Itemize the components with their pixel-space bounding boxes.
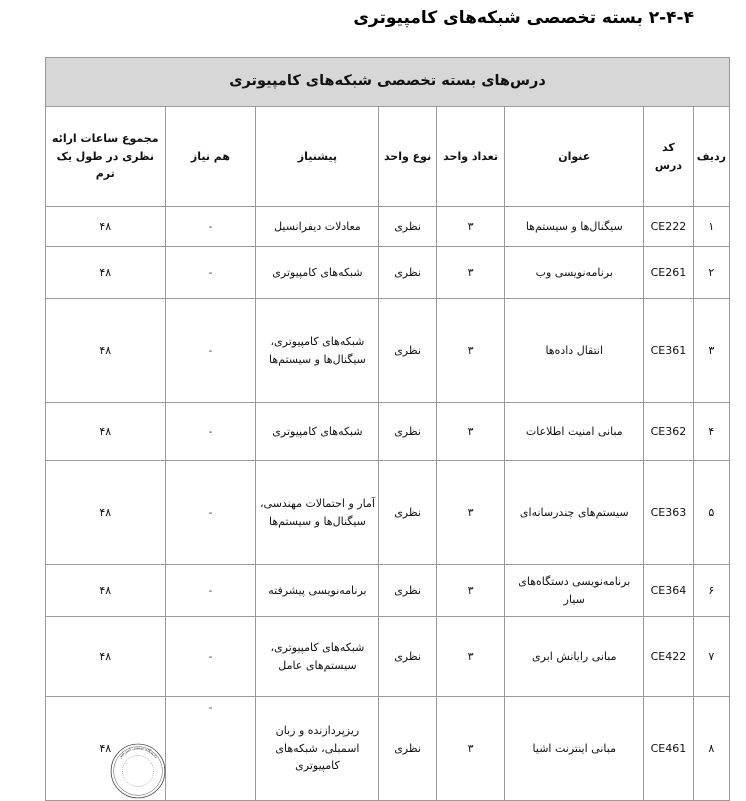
total-hours: ۴۸ xyxy=(46,403,166,461)
row-number: ۷ xyxy=(693,617,729,697)
unit-type: نظری xyxy=(379,207,436,247)
unit-type: نظری xyxy=(379,247,436,299)
row-number: ۸ xyxy=(693,697,729,801)
prerequisite: آمار و احتمالات مهندسی، سیگنال‌ها و سیستم‌ها xyxy=(256,461,379,565)
prerequisite: شبکه‌های کامپیوتری، سیگنال‌ها و سیستم‌ها xyxy=(256,299,379,403)
course-code: CE422 xyxy=(644,617,694,697)
table-header-row xyxy=(46,107,730,207)
table-row xyxy=(46,461,730,565)
prerequisite: شبکه‌های کامپیوتری xyxy=(256,403,379,461)
unit-count: ۳ xyxy=(436,247,505,299)
column-header: نوع واحد xyxy=(379,107,436,207)
row-number: ۲ xyxy=(693,247,729,299)
unit-count: ۳ xyxy=(436,617,505,697)
course-title: سیستم‌های چندرسانه‌ای xyxy=(505,461,644,565)
course-code: CE461 xyxy=(644,697,694,801)
unit-type: نظری xyxy=(379,403,436,461)
course-title: مبانی اینترنت اشیا xyxy=(505,697,644,801)
course-title: انتقال داده‌ها xyxy=(505,299,644,403)
column-header: تعداد واحد xyxy=(436,107,505,207)
table-row xyxy=(46,565,730,617)
course-title: مبانی امنیت اطلاعات xyxy=(505,403,644,461)
prerequisite: شبکه‌های کامپیوتری xyxy=(256,247,379,299)
corequisite: - xyxy=(165,697,256,801)
total-hours: ۴۸ xyxy=(46,461,166,565)
unit-count: ۳ xyxy=(436,299,505,403)
total-hours: ۴۸ xyxy=(46,697,166,801)
unit-type: نظری xyxy=(379,565,436,617)
unit-type: نظری xyxy=(379,299,436,403)
section-heading: ۲-۴-۴ بسته تخصصی شبکه‌های کامپیوتری xyxy=(353,8,694,28)
table-row xyxy=(46,299,730,403)
prerequisite: ریزپردازنده و زبان اسمبلی، شبکه‌های کامپیوتری xyxy=(256,697,379,801)
table-row xyxy=(46,207,730,247)
column-header: پیشنیاز xyxy=(256,107,379,207)
column-header: ردیف xyxy=(693,107,729,207)
unit-count: ۳ xyxy=(436,461,505,565)
row-number: ۳ xyxy=(693,299,729,403)
course-code: CE222 xyxy=(644,207,694,247)
corequisite: - xyxy=(165,461,256,565)
unit-type: نظری xyxy=(379,617,436,697)
corequisite: - xyxy=(165,403,256,461)
row-number: ۴ xyxy=(693,403,729,461)
corequisite: - xyxy=(165,299,256,403)
prerequisite: معادلات دیفرانسیل xyxy=(256,207,379,247)
total-hours: ۴۸ xyxy=(46,247,166,299)
unit-type: نظری xyxy=(379,461,436,565)
total-hours: ۴۸ xyxy=(46,617,166,697)
table-row xyxy=(46,617,730,697)
courses-table xyxy=(45,57,730,801)
table-caption: درس‌های بسته تخصصی شبکه‌های کامپیوتری xyxy=(46,58,730,107)
unit-count: ۳ xyxy=(436,697,505,801)
column-header: عنوان xyxy=(505,107,644,207)
corequisite: - xyxy=(165,617,256,697)
unit-count: ۳ xyxy=(436,403,505,461)
column-header: مجموع ساعات ارائه نظری در طول یک ترم xyxy=(46,107,166,207)
svg-text:دانشگاه صنعتی امیرکبیر xyxy=(117,745,159,760)
university-seal xyxy=(82,742,194,800)
row-number: ۶ xyxy=(693,565,729,617)
total-hours: ۴۸ xyxy=(46,299,166,403)
unit-type: نظری xyxy=(379,697,436,801)
table-row xyxy=(46,247,730,299)
course-title: برنامه‌نویسی وب xyxy=(505,247,644,299)
column-header: کد درس xyxy=(644,107,694,207)
course-title: سیگنال‌ها و سیستم‌ها xyxy=(505,207,644,247)
prerequisite: شبکه‌های کامپیوتری، سیستم‌های عامل xyxy=(256,617,379,697)
table-row xyxy=(46,403,730,461)
unit-count: ۳ xyxy=(436,565,505,617)
course-code: CE364 xyxy=(644,565,694,617)
course-code: CE363 xyxy=(644,461,694,565)
course-title: برنامه‌نویسی دستگاه‌های سیار xyxy=(505,565,644,617)
course-title: مبانی رایانش ابری xyxy=(505,617,644,697)
total-hours: ۴۸ xyxy=(46,207,166,247)
course-code: CE261 xyxy=(644,247,694,299)
unit-count: ۳ xyxy=(436,207,505,247)
corequisite: - xyxy=(165,207,256,247)
course-code: CE362 xyxy=(644,403,694,461)
prerequisite: برنامه‌نویسی پیشرفته xyxy=(256,565,379,617)
corequisite: - xyxy=(165,565,256,617)
row-number: ۵ xyxy=(693,461,729,565)
total-hours: ۴۸ xyxy=(46,565,166,617)
column-header: هم نیاز xyxy=(165,107,256,207)
seal-text: دانشگاه صنعتی امیرکبیر xyxy=(117,745,159,759)
course-code: CE361 xyxy=(644,299,694,403)
row-number: ۱ xyxy=(693,207,729,247)
corequisite: - xyxy=(165,247,256,299)
